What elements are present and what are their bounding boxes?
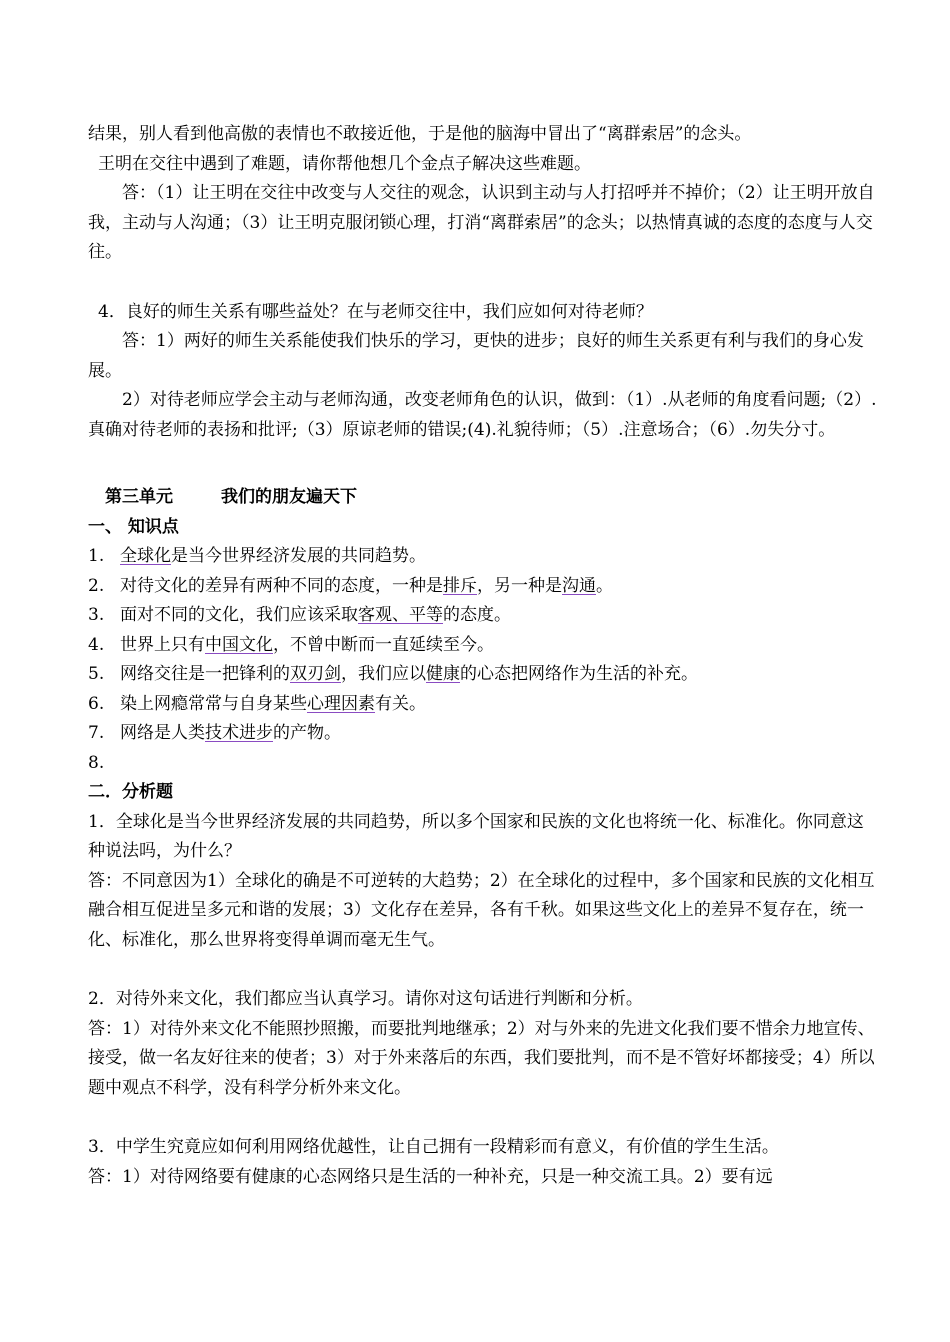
underlined-term: 健康 <box>426 664 460 684</box>
knowledge-list <box>88 542 878 778</box>
list-item: 8. <box>88 752 105 773</box>
analysis-a3: 答：1）对待网络要有健康的心态网络只是生活的一种补充，只是一种交流工具。2）要有远 <box>88 1166 773 1187</box>
q4-answer-1: 答：1）两好的师生关系能使我们快乐的学习，更快的进步；良好的师生关系更有利与我们的身心发展。 <box>88 331 864 381</box>
document-page <box>88 120 878 1192</box>
underlined-term: 客观、平等 <box>358 605 443 625</box>
list-item: 6. 染上网瘾常常与自身某些心理因素有关。 <box>88 693 426 714</box>
underlined-term: 沟通 <box>562 575 596 596</box>
unit-label: 第三单元 <box>105 487 173 507</box>
analysis-q1: 1．全球化是当今世界经济发展的共同趋势，所以多个国家和民族的文化也将统一化、标准化。你同意这种说法吗，为什么？ <box>88 811 864 861</box>
list-item: 1. 全球化是当今世界经济发展的共同趋势。 <box>88 546 426 566</box>
underlined-term: 中国文化 <box>205 634 273 655</box>
list-item: 4. 世界上只有中国文化，不曾中断而一直延续至今。 <box>88 634 494 655</box>
paragraph-prev-line2: 王明在交往中遇到了难题，请你帮他想几个金点子解决这些难题。 <box>98 153 591 174</box>
q4-question: 4．良好的师生关系有哪些益处？在与老师交往中，我们应如何对待老师？ <box>98 301 653 322</box>
list-item: 3. 面对不同的文化，我们应该采取客观、平等的态度。 <box>88 605 511 625</box>
underlined-term: 心理因素 <box>307 693 375 714</box>
underlined-term: 技术进步 <box>205 723 273 743</box>
unit-title <box>88 483 878 513</box>
knowledge-heading: 一、 知识点 <box>88 516 179 537</box>
list-item: 2. 对待文化的差异有两种不同的态度，一种是排斥，另一种是沟通。 <box>88 575 613 596</box>
list-item: 7. 网络是人类技术进步的产物。 <box>88 723 341 743</box>
paragraph-prev-line1: 结果，别人看到他高傲的表情也不敢接近他，于是他的脑海中冒出了“离群索居”的念头。 <box>88 124 752 144</box>
analysis-a2: 答：1）对待外来文化不能照抄照搬，而要批判地继承；2）对与外来的先进文化我们要不惜余力地宣传、接受，做一名友好往来的使者；3）对于外来落后的东西，我们要批判，而不是不管好坏都接受；4）所以题中观点不科学，没有科学分析外来文化。 <box>88 1018 875 1098</box>
analysis-q2: 2．对待外来文化，我们都应当认真学习。请你对这句话进行判断和分析。 <box>88 989 643 1009</box>
q4-answer-2: 2）对待老师应学会主动与老师沟通，改变老师角色的认识，做到：（1）.从老师的角度看问题;（2）.真确对待老师的表扬和批评;（3）原谅老师的错误;(4).礼貌待师；（5）.注意场合；（6）.勿失分寸。 <box>88 390 877 440</box>
list-item: 5. 网络交往是一把锋利的双刃剑，我们应以健康的心态把网络作为生活的补充。 <box>88 664 698 684</box>
unit-name: 我们的朋友遍天下 <box>221 487 357 507</box>
underlined-term: 全球化 <box>120 546 171 566</box>
underlined-term: 排斥 <box>443 575 477 596</box>
analysis-heading: 二．分析题 <box>88 782 173 802</box>
paragraph-prev-answer: 答：（1）让王明在交往中改变与人交往的观念，认识到主动与人打招呼并不掉价；（2）让王明开放自我，主动与人沟通；（3）让王明克服闭锁心理，打消“离群索居”的念头；以热情真诚的态度的态度与人交往。 <box>88 183 875 262</box>
analysis-q3: 3．中学生究竟应如何利用网络优越性，让自己拥有一段精彩而有意义，有价值的学生生活。 <box>88 1137 779 1157</box>
analysis-a1: 答：不同意因为1）全球化的确是不可逆转的大趋势；2）在全球化的过程中，多个国家和民族的文化相互融合相互促进呈多元和谐的发展；3）文化存在差异，各有千秋。如果这些文化上的差异不复存在，统一化、标准化，那么世界将变得单调而毫无生气。 <box>88 870 875 950</box>
underlined-term: 双刃剑 <box>290 664 341 684</box>
